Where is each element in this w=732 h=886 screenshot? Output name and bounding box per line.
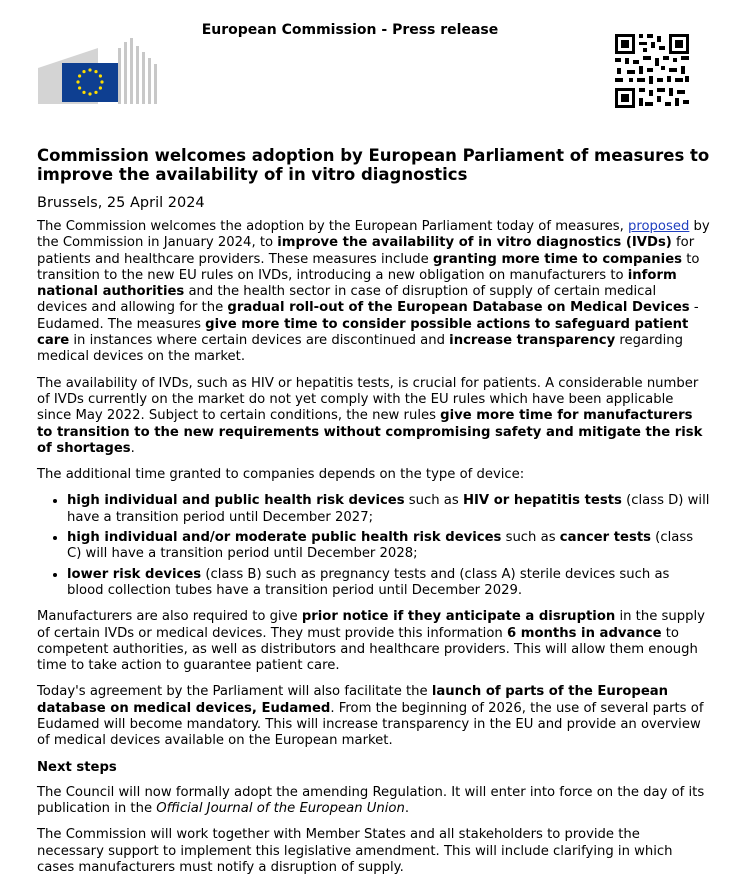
european-commission-logo-icon [38, 38, 162, 104]
paragraph-notice: Manufacturers are also required to give prior notice if they anticipate a disruption in the supply of certain IVDs or medical devices. They must provide this information 6 months in advance to competent authorities, as well as distributors and healthcare providers. This will allow them enough time to take action to guarantee patient care. [37, 609, 705, 674]
paragraph-eudamed: Today's agreement by the Parliament will also facilitate the launch of parts of the European database on medical devices, Eudamed. From the beginning of 2026, the use of several parts of Eudamed will become mandatory. This will increase transparency in the EU and provide an overview of medical devices available on the European market. [37, 684, 704, 749]
paragraph-council: The Council will now formally adopt the amending Regulation. It will enter into force on the day of its publication in the Official Journal of the European Union. [37, 784, 705, 816]
paragraph-intro: The Commission welcomes the adoption by the European Parliament today of measures, proposed by the Commission in January 2024, to improve the availability of in vitro diagnostics (IVDs) for patients and healthcare providers. These measures include granting more time to companies to transition to the new EU rules on IVDs, introducing a new obligation on manufacturers to inform national authorities and the health sector in case of disruption of supply of certain medical devices and allowing for the gradual roll-out of the European Database on Medical Devices - Eudamed. The measures give more time to consider possible actions to safeguard patient care in instances where certain devices are discontinued and increase transparency regarding medical devices on the market. [37, 219, 710, 365]
list-item: • lower risk devices (class B) such as pregnancy tests and (class A) sterile devices such as blood collection tubes have a transition period until December 2029. [67, 567, 710, 600]
press-release-body [37, 146, 710, 886]
page-header-title: European Commission - Press release [201, 22, 499, 38]
paragraph-device-intro: The additional time granted to companies depends on the type of device: [37, 467, 525, 483]
proposed-link[interactable]: proposed [627, 219, 690, 234]
list-item: • high individual and public health risk devices such as HIV or hepatitis tests (class D) will have a transition period until December 2027; [67, 493, 710, 526]
dateline: Brussels, 25 April 2024 [37, 195, 205, 211]
paragraph-implementation: The Commission will work together with Member States and all stakeholders to provide the necessary support to implement this legislative amendment. This will include clarifying in which cases manufacturers must notify a disruption of supply. [37, 827, 673, 875]
headline: Commission welcomes adoption by European Parliament of measures to improve the availability of in vitro diagnostics [37, 146, 710, 184]
paragraph-availability: The availability of IVDs, such as HIV or hepatitis tests, is crucial for patients. A considerable number of IVDs currently on the market do not yet comply with the EU rules which have been applicable since May 2022. Subject to certain conditions, the new rules give more time for manufacturers to transition to the new requirements without compromising safety and mitigate the risk of shortages. [37, 375, 703, 456]
next-steps-heading: Next steps [37, 759, 117, 775]
list-item: • high individual and/or moderate public health risk devices such as cancer tests (class C) will have a transition period until December 2028; [67, 530, 710, 563]
qr-code-icon [613, 32, 691, 110]
device-class-list [37, 493, 710, 599]
